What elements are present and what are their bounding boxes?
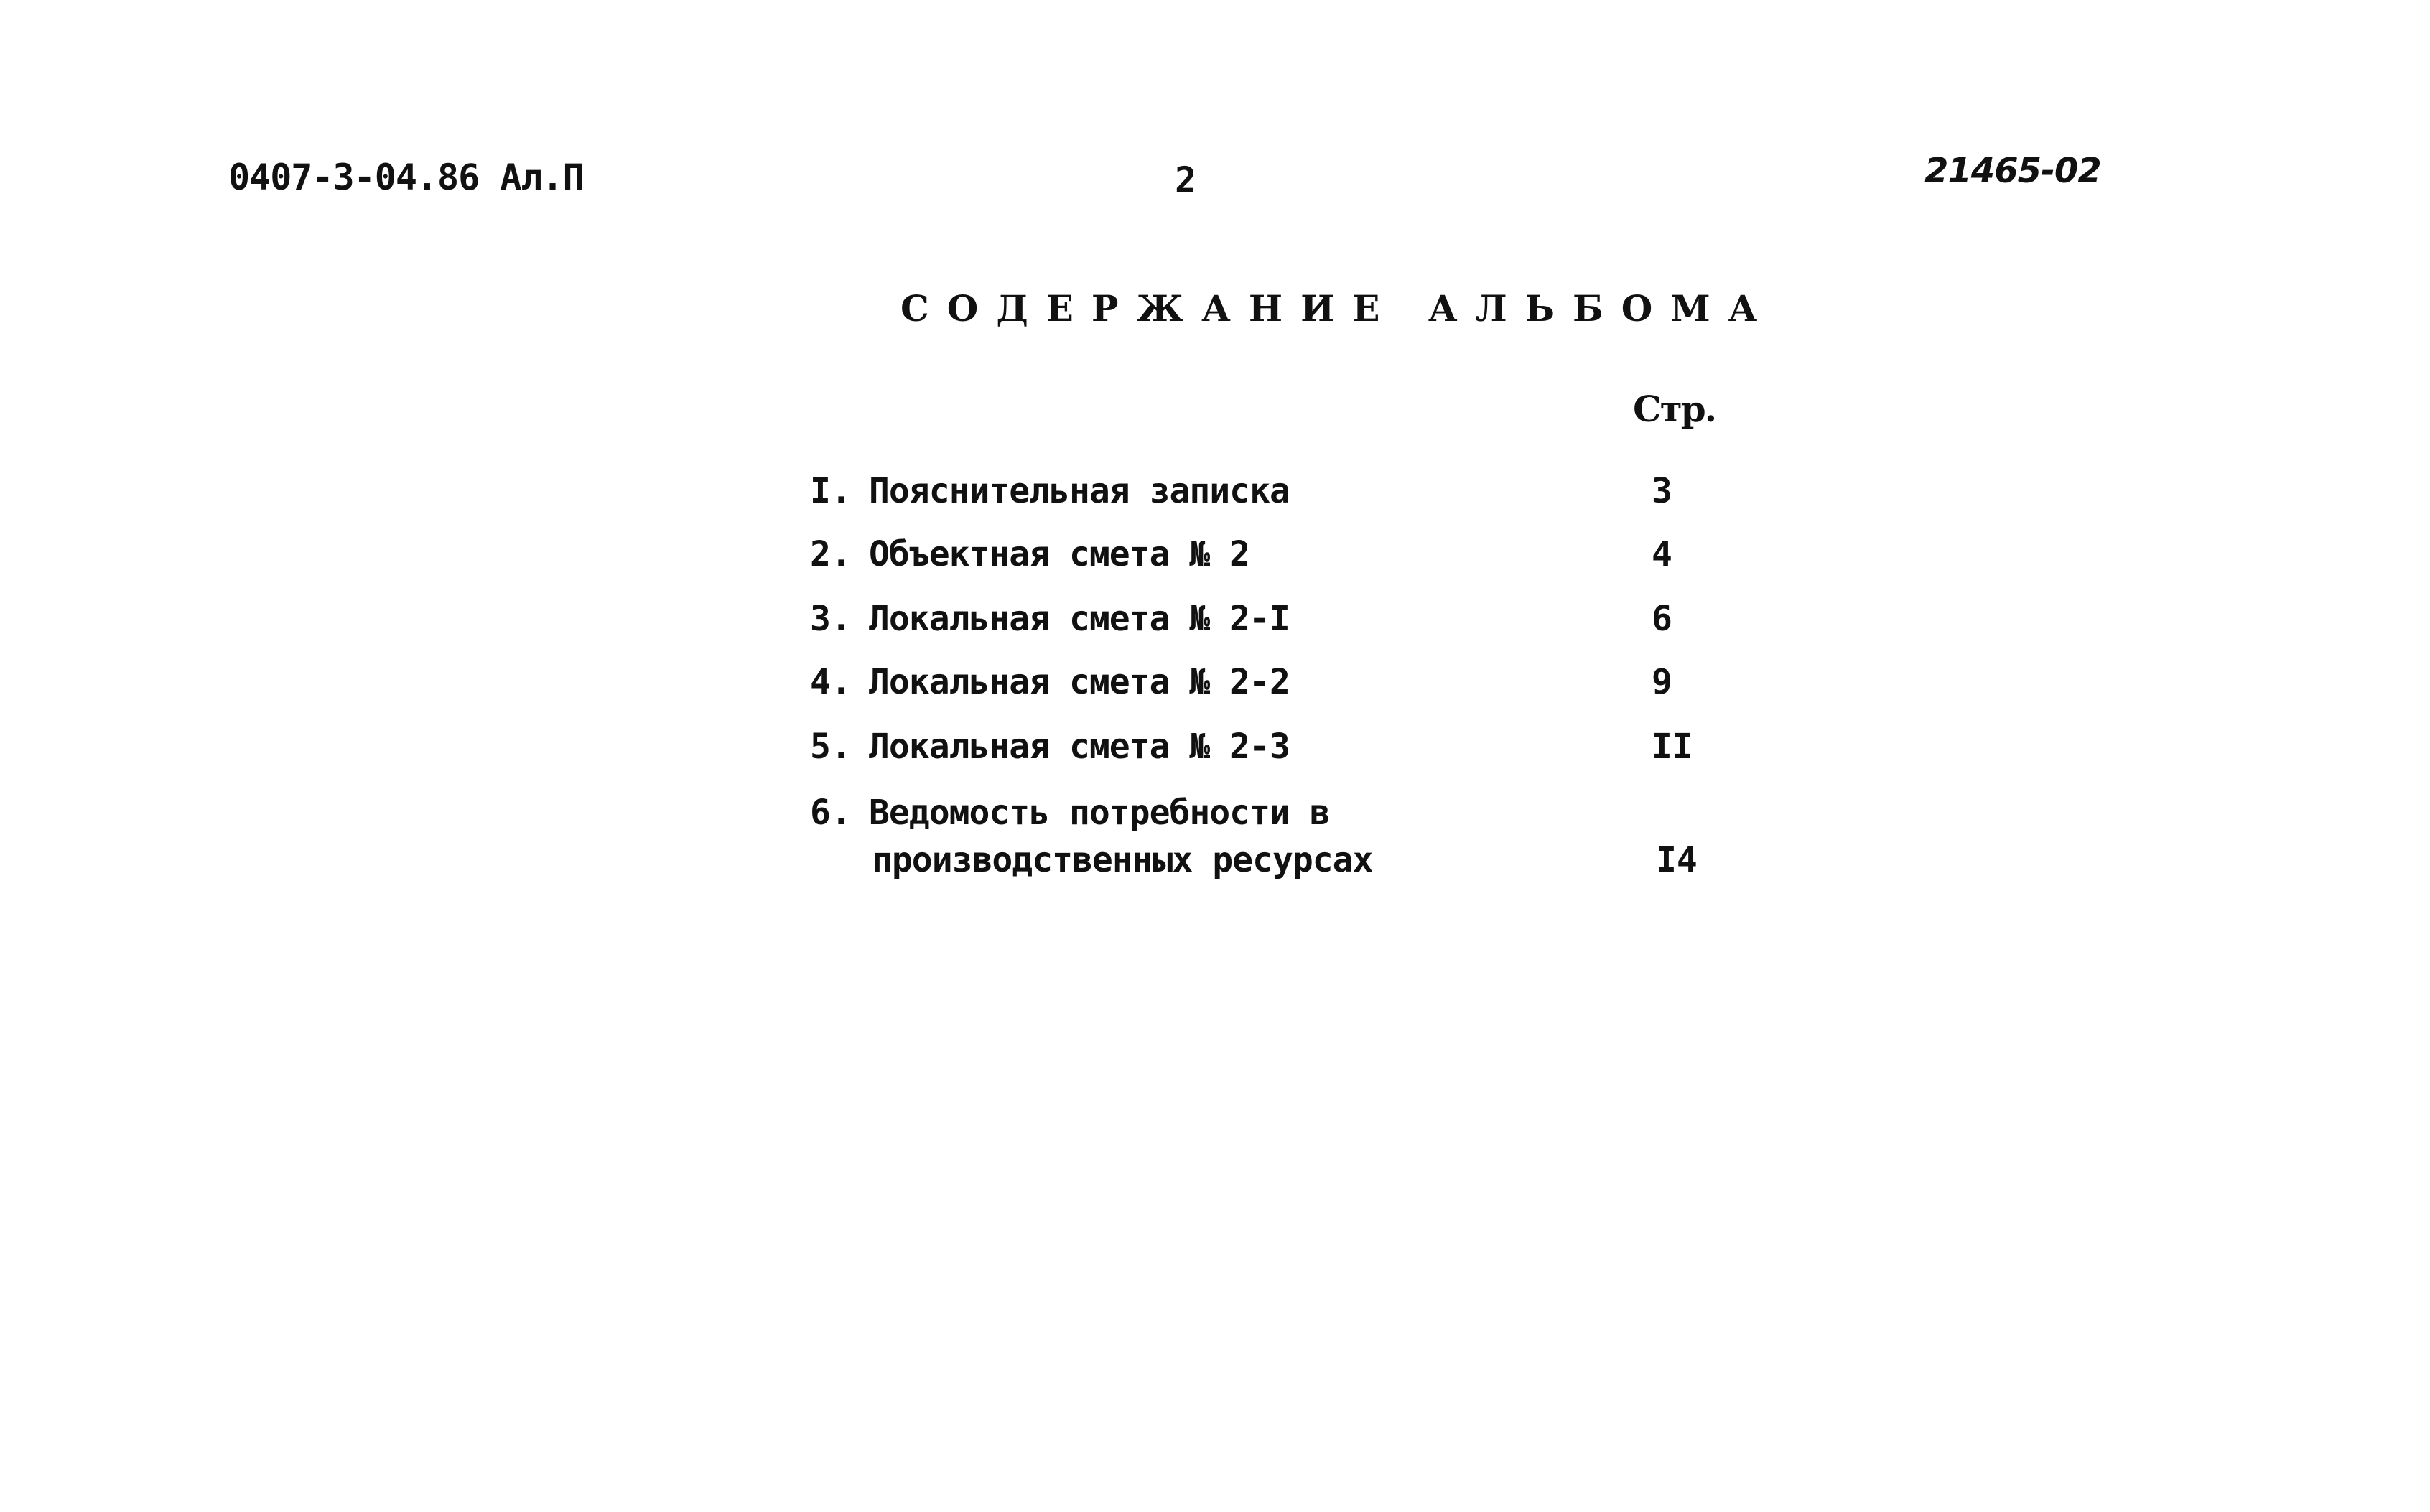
page-column-header: Стр. [1633, 388, 1716, 430]
toc-item [810, 662, 1290, 702]
toc-item-number: 5. [810, 727, 852, 767]
toc-item [810, 727, 1290, 767]
toc-item-number: 6. [810, 793, 852, 833]
toc-item-label: Локальная смета № 2-2 [869, 662, 1290, 702]
toc-item [810, 534, 1249, 574]
toc-item-page: I4 [1656, 840, 1698, 880]
toc-item-page: 6 [1652, 599, 1672, 639]
toc-item-label-continuation: производственных ресурсах [872, 840, 1373, 880]
toc-item [810, 793, 1330, 833]
toc-item-label: Локальная смета № 2-3 [869, 727, 1290, 767]
page-number: 2 [1175, 159, 1197, 201]
page-title: СОДЕРЖАНИЕ АЛЬБОМА [900, 287, 1776, 330]
toc-item-number: 3. [810, 599, 852, 639]
toc-item-page: 9 [1652, 662, 1672, 702]
toc-item-page: 3 [1652, 471, 1672, 511]
toc-item-number: 4. [810, 662, 852, 702]
toc-item-page: II [1652, 727, 1693, 767]
toc-item-number: 2. [810, 534, 852, 574]
toc-item-label: Объектная смета № 2 [869, 534, 1250, 574]
toc-item-label: Ведомость потребности в [869, 793, 1330, 833]
toc-item-page: 4 [1652, 534, 1672, 574]
handwritten-stamp-number: 21465-02 [1924, 151, 2101, 191]
toc-item-label: Пояснительная записка [869, 471, 1290, 511]
toc-item-number: I. [810, 471, 852, 511]
toc-item [810, 599, 1290, 639]
toc-item [810, 471, 1290, 511]
toc-item-label: Локальная смета № 2-I [869, 599, 1290, 639]
document-code: 0407-3-04.86 Ал.П [228, 157, 584, 198]
